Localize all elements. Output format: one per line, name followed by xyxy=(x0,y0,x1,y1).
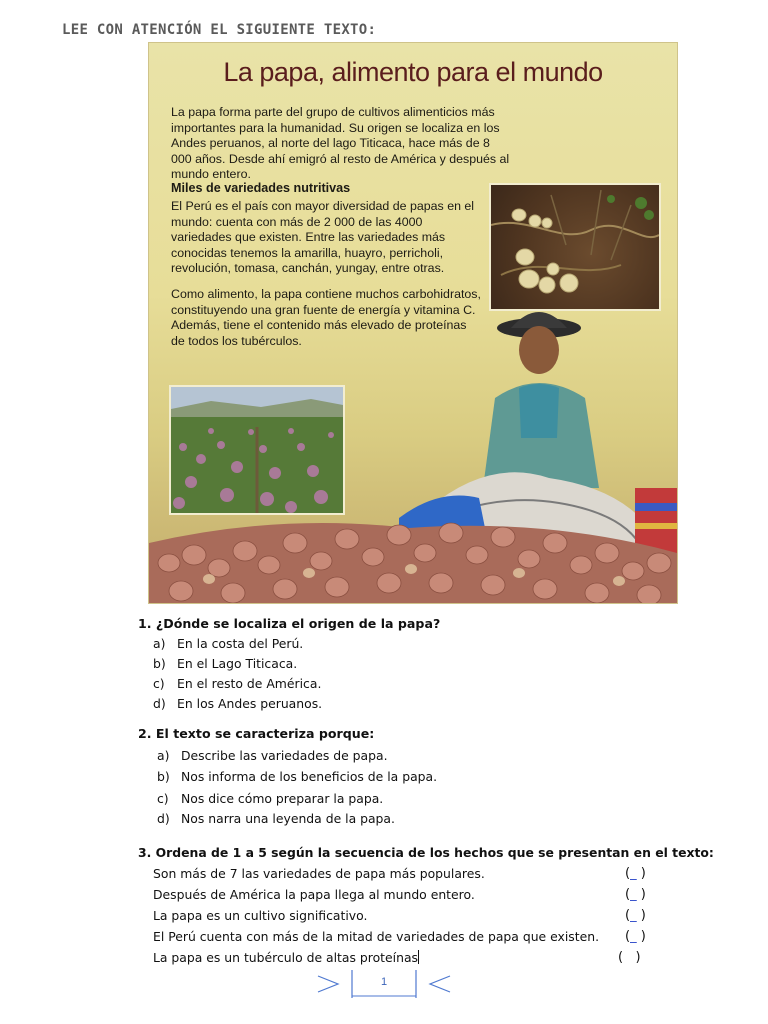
answer-box-4[interactable] xyxy=(625,929,646,944)
paren-close: ) xyxy=(640,908,646,923)
answer-mark: _ xyxy=(630,929,637,944)
answer-mark: _ xyxy=(630,887,637,902)
option-text: Nos informa de los beneficios de la papa. xyxy=(181,769,438,784)
article-title: La papa, alimento para el mundo xyxy=(223,57,603,87)
question-2-title: 2. El texto se caracteriza porque: xyxy=(138,726,375,741)
question-2-option-b[interactable] xyxy=(157,769,437,784)
option-letter: c) xyxy=(153,676,165,691)
question-2-option-c[interactable] xyxy=(157,791,383,806)
answer-box-2[interactable] xyxy=(625,887,646,902)
option-text: En la costa del Perú. xyxy=(177,636,304,651)
sequence-item-5[interactable] xyxy=(153,950,419,965)
article-subheading: Miles de variedades nutritivas xyxy=(171,181,351,195)
sequence-item-4: El Perú cuenta con más de la mitad de variedades de papa que existen. xyxy=(153,929,600,944)
answer-mark: _ xyxy=(630,866,637,881)
sequence-item-2: Después de América la papa llega al mundo entero. xyxy=(153,887,475,902)
answer-box-1[interactable] xyxy=(625,866,646,881)
page-footer xyxy=(316,968,452,1000)
paren-close: ) xyxy=(640,929,646,944)
sequence-item-1: Son más de 7 las variedades de papa más populares. xyxy=(153,866,485,881)
option-letter: d) xyxy=(153,696,166,711)
text-cursor xyxy=(418,950,419,964)
paren-open: ( xyxy=(625,866,631,881)
paren-close: ) xyxy=(640,887,646,902)
question-1-option-d[interactable] xyxy=(153,696,322,711)
paren-open: ( xyxy=(625,908,631,923)
potato-pile-photo xyxy=(149,513,677,604)
option-text: En el resto de América. xyxy=(177,676,322,691)
question-1-option-c[interactable] xyxy=(153,676,321,691)
option-text: En los Andes peruanos. xyxy=(177,696,323,711)
page-number: 1 xyxy=(380,976,388,988)
question-1-option-a[interactable] xyxy=(153,636,303,651)
option-letter: b) xyxy=(157,769,170,784)
article-paragraph-1: La papa forma parte del grupo de cultivos alimenticios más importantes para la humanidad. Su origen se localiza en los Andes peruanos, al norte del lago Titicaca, hace más de 8 000 años. Desde ahí emigró al resto de América y después al mundo entero. xyxy=(171,105,510,182)
option-text: Nos dice cómo preparar la papa. xyxy=(181,791,384,806)
paren-open: ( xyxy=(625,929,631,944)
article-paragraph-2: El Perú es el país con mayor diversidad de papas en el mundo: cuenta con más de 2 000 de las 4000 variedades que existen. Entre las variedades más conocidas tenemos la amarilla, huayro, perricholi, revolución, tomasa, canchán, yungay, entre otras. xyxy=(171,199,475,276)
answer-box-5[interactable] xyxy=(618,950,641,965)
question-2-option-d[interactable] xyxy=(157,811,395,826)
answer-box-3[interactable] xyxy=(625,908,646,923)
option-text: Nos narra una leyenda de la papa. xyxy=(181,811,395,826)
paren-open: ( xyxy=(625,887,631,902)
option-letter: c) xyxy=(157,791,169,806)
question-3-title: 3. Ordena de 1 a 5 según la secuencia de los hechos que se presentan en el texto: xyxy=(138,845,714,860)
option-text: En el Lago Titicaca. xyxy=(177,656,298,671)
paren-close: ) xyxy=(635,950,641,965)
paren-open: ( xyxy=(618,950,624,965)
paren-close: ) xyxy=(640,866,646,881)
option-letter: a) xyxy=(157,748,170,763)
option-letter: d) xyxy=(157,811,170,826)
option-text: Describe las variedades de papa. xyxy=(181,748,388,763)
reading-article xyxy=(148,42,678,604)
sequence-item-3: La papa es un cultivo significativo. xyxy=(153,908,368,923)
option-letter: a) xyxy=(153,636,166,651)
article-paragraph-3: Como alimento, la papa contiene muchos carbohidratos, constituyendo una gran fuente de energía y vitamina C. Además, tiene el contenido más elevado de proteínas de todos los tubérculos. xyxy=(171,287,481,348)
answer-mark: _ xyxy=(630,908,637,923)
question-1-title: 1. ¿Dónde se localiza el origen de la papa? xyxy=(138,616,441,631)
question-1-option-b[interactable] xyxy=(153,656,297,671)
option-letter: b) xyxy=(153,656,166,671)
potato-field-photo xyxy=(169,385,345,515)
page-instruction: LEE CON ATENCIÓN EL SIGUIENTE TEXTO: xyxy=(62,22,377,38)
question-2-option-a[interactable] xyxy=(157,748,388,763)
sequence-item-5-text: La papa es un tubérculo de altas proteínas xyxy=(153,950,419,965)
